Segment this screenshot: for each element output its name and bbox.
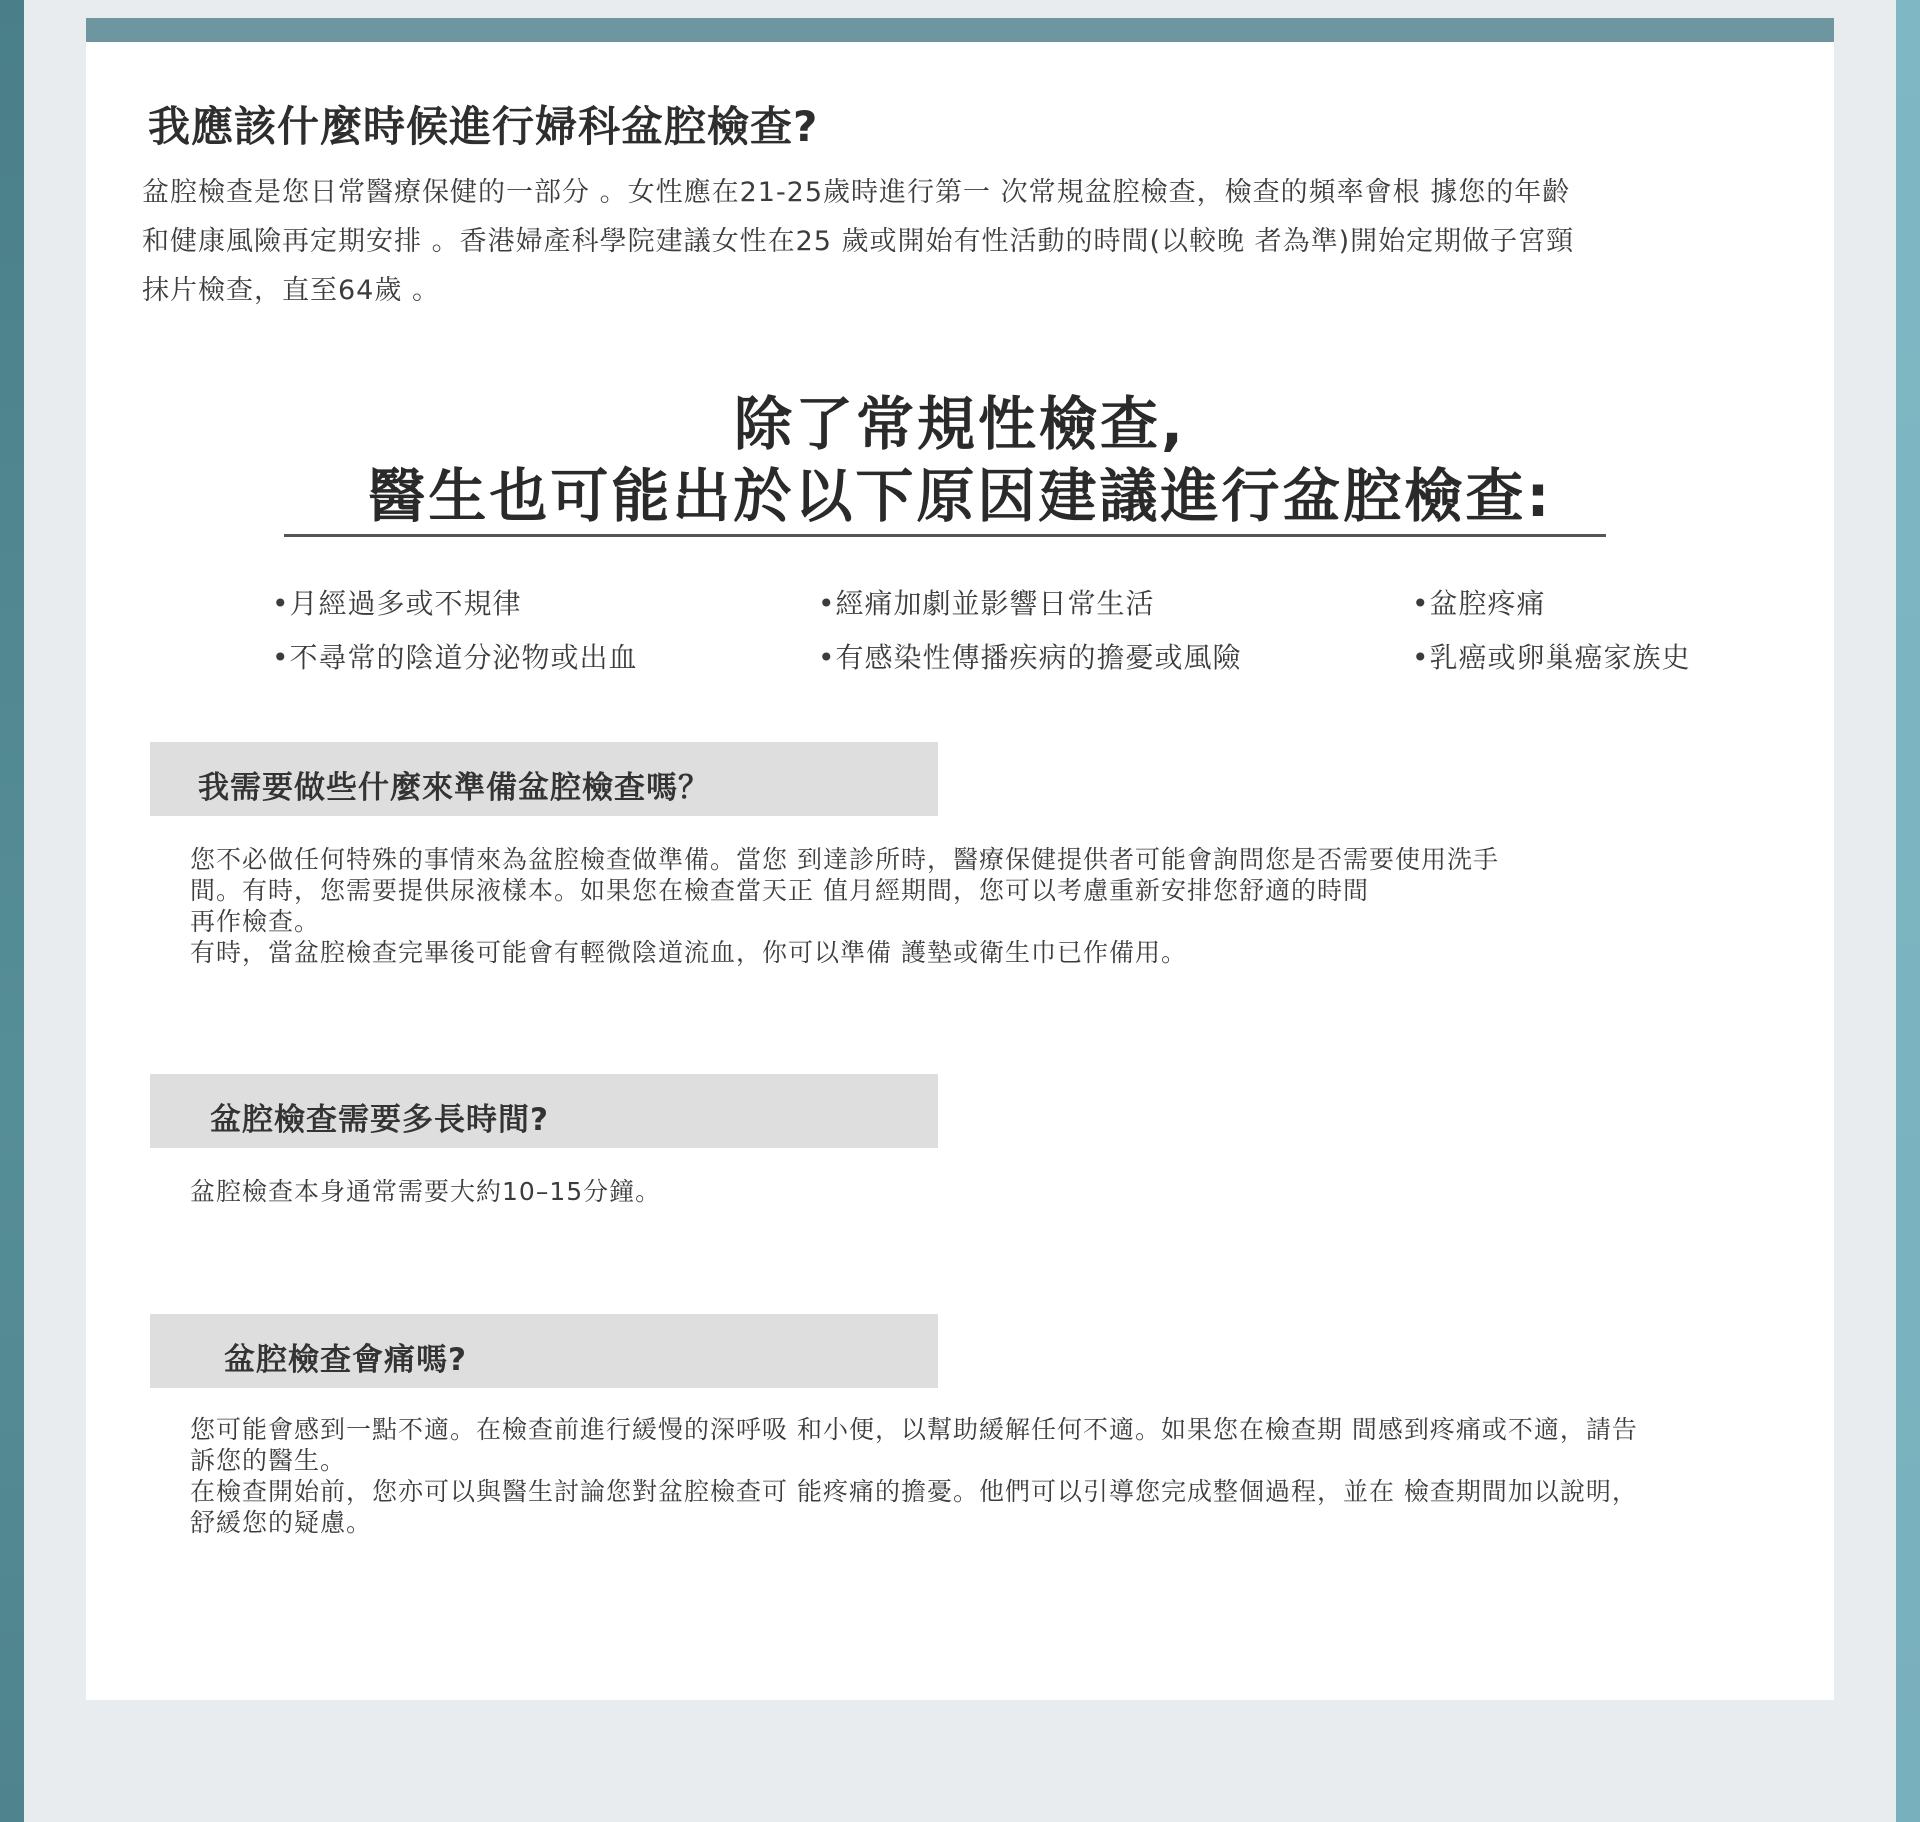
left-edge-band: [0, 0, 24, 1822]
intro-line: 抹片檢查，直至64歲 。: [142, 275, 440, 306]
reason-item: •經痛加劇並影響日常生活: [818, 587, 1155, 620]
center-title-line: 除了常規性檢查,: [733, 390, 1187, 458]
section-header-duration: [150, 1074, 938, 1148]
section-title: 盆腔檢查需要多長時間?: [210, 1102, 549, 1138]
section-body-preparation: [190, 844, 1499, 968]
intro-paragraph: [142, 168, 1782, 315]
section-header-preparation: [150, 742, 938, 816]
section-line: 再作檢查。: [190, 907, 321, 936]
section-body-duration: [190, 1176, 661, 1207]
reason-item: •盆腔疼痛: [1412, 587, 1546, 620]
section-line: 您可能會感到一點不適。在檢查前進行緩慢的深呼吸 和小便，以幫助緩解任何不適。如果您在檢查期 間感到疼痛或不適，請告: [190, 1415, 1638, 1444]
main-heading: 我應該什麼時候進行婦科盆腔檢查?: [148, 102, 819, 151]
intro-line: 和健康風險再定期安排 。香港婦產科學院建議女性在25 歲或開始有性活動的時間(以較晚 者為準)開始定期做子宮頸: [142, 226, 1575, 257]
center-title-line: 醫生也可能出於以下原因建議進行盆腔檢查:: [367, 462, 1553, 530]
divider-rule: [284, 534, 1606, 537]
section-title: 我需要做些什麼來準備盆腔檢查嗎？: [198, 770, 710, 806]
section-title: 盆腔檢查會痛嗎?: [224, 1342, 467, 1378]
reason-item: •乳癌或卵巢癌家族史: [1412, 641, 1691, 674]
section-header-pain: [150, 1314, 938, 1388]
top-accent-bar: [86, 18, 1834, 42]
reason-item: •有感染性傳播疾病的擔憂或風險: [818, 641, 1242, 674]
section-body-pain: [190, 1414, 1638, 1538]
reason-item: •不尋常的陰道分泌物或出血: [272, 641, 638, 674]
content-card: [86, 18, 1834, 1700]
section-line: 您不必做任何特殊的事情來為盆腔檢查做準備。當您 到達診所時，醫療保健提供者可能會詢問您是否需要使用洗手: [190, 845, 1499, 874]
section-line: 有時，當盆腔檢查完畢後可能會有輕微陰道流血，你可以準備 護墊或衛生巾已作備用。: [190, 938, 1187, 967]
section-line: 在檢查開始前，您亦可以與醫生討論您對盆腔檢查可 能疼痛的擔憂。他們可以引導您完成整個過程，並在 檢查期間加以說明，: [190, 1477, 1638, 1506]
intro-line: 盆腔檢查是您日常醫療保健的一部分 。女性應在21-25歲時進行第一 次常規盆腔檢查，檢查的頻率會根 據您的年齡: [142, 177, 1571, 208]
section-line: 訴您的醫生。: [190, 1446, 347, 1475]
section-line: 舒緩您的疑慮。: [190, 1508, 373, 1537]
reason-item: •月經過多或不規律: [272, 587, 522, 620]
right-edge-band: [1896, 0, 1920, 1822]
center-title: [86, 388, 1834, 532]
section-line: 間。有時，您需要提供尿液樣本。如果您在檢查當天正 值月經期間，您可以考慮重新安排您舒適的時間: [190, 876, 1369, 905]
section-line: 盆腔檢查本身通常需要大約10–15分鐘。: [190, 1177, 662, 1206]
